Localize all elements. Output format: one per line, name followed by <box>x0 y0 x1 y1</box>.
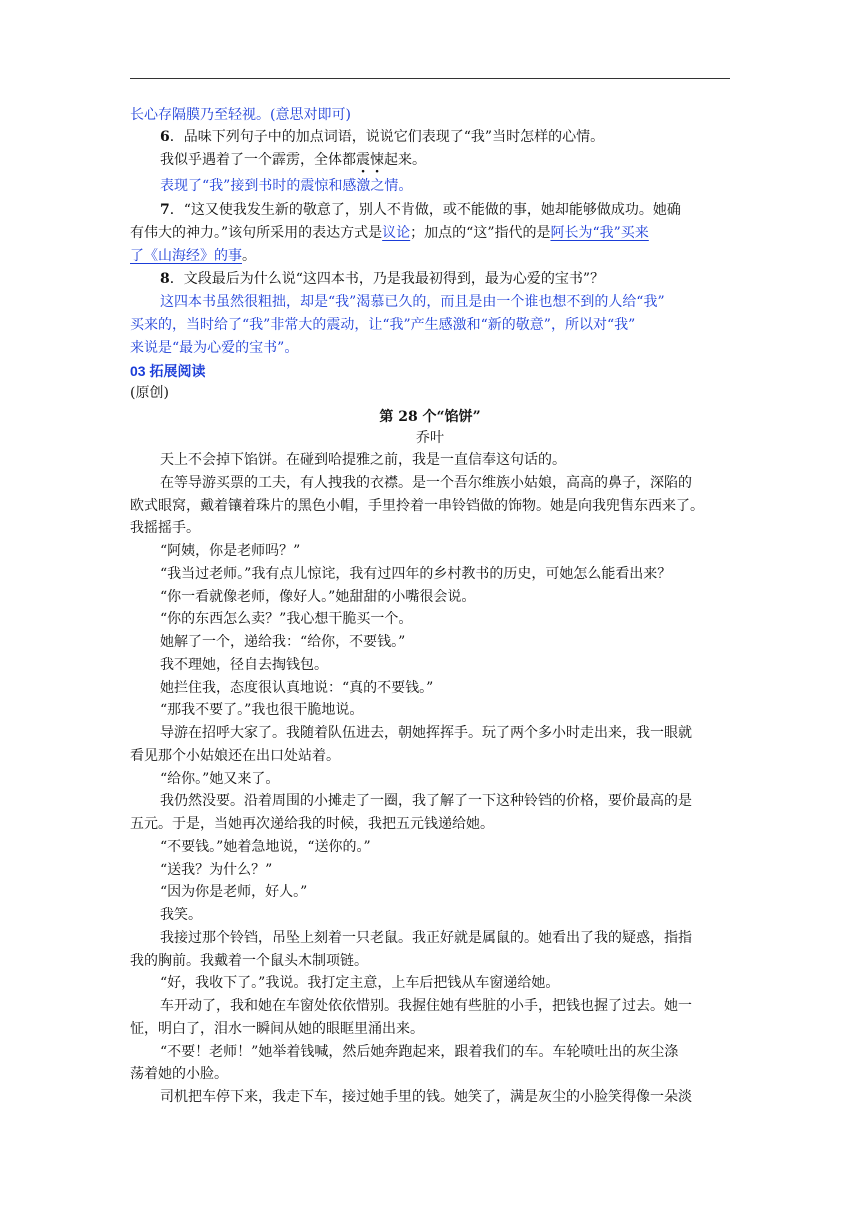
article-paragraph-line: “因为你是老师，好人。” <box>160 884 308 901</box>
sentence-pre: 我似乎遇着了一个霹雳，全体都 <box>160 152 356 168</box>
article-paragraph-line: 司机把车停下来，我走下车，接过她手里的钱。她笑了，满是灰尘的小脸笑得像一朵淡 <box>160 1089 692 1105</box>
article-paragraph-line: 在等导游买票的工夫，有人拽我的衣襟。是一个吾尔维族小姑娘，高高的鼻子，深陷的 <box>160 474 692 491</box>
article-paragraph-line: 看见那个小姑娘还在出口处站着。 <box>130 747 340 764</box>
q7-mid: ；加点的“这”指代的是 <box>410 225 551 241</box>
question-7-text: ．“这又使我发生新的敬意了，别人不肯做，或不能做的事，她却能够做成功。她确 <box>169 202 681 218</box>
section-source: (原创) <box>130 385 169 401</box>
article-paragraph-line: “你的东西怎么卖？”我心想干脆买一个。 <box>160 611 413 628</box>
article-paragraph-line: 我接过那个铃铛，吊坠上刻着一只老鼠。我正好就是属鼠的。她看出了我的疑惑，指指 <box>160 929 692 946</box>
article-paragraph-line: 五元。于是，当她再次递给我的时候，我把五元钱递给她。 <box>130 816 494 832</box>
article-author: 乔叶 <box>416 430 444 446</box>
article-paragraph-line: 我仍然没要。沿着周围的小摊走了一圈，我了解了一下这种铃铛的价格，要价最高的是 <box>160 793 692 810</box>
dotted-char-1: 震 <box>356 152 370 168</box>
question-6-text: ．品味下列句子中的加点词语，说说它们表现了“我”当时怎样的心情。 <box>169 129 605 145</box>
section-heading: 03 拓展阅读 <box>130 363 206 379</box>
answer-q8-line2: 买来的，当时给了“我”非常大的震动，让“我”产生感激和“新的敬意”，所以对“我” <box>130 317 636 333</box>
article-paragraph-line: 我摇摇手。 <box>130 520 200 537</box>
article-paragraph-line: 荡着她的小脸。 <box>130 1066 228 1083</box>
article-paragraph-line: 她解了一个，递给我：“给你，不要钱。” <box>160 634 406 650</box>
question-7-line1 <box>160 199 730 221</box>
article-paragraph-line: 我不理她，径自去掏钱包。 <box>160 656 328 673</box>
article-paragraph-line: “给你。”她又来了。 <box>160 770 280 787</box>
answer-q7-reference-b: 了《山海经》的事 <box>130 248 242 264</box>
article-paragraph-line: “不要！老师！”她举着钱喊，然后她奔跑起来，跟着我们的车。车轮喷吐出的灰尘涤 <box>160 1043 679 1060</box>
q7-pre: 有伟大的神力。”该句所采用的表达方式是 <box>130 225 383 241</box>
answer-q7-expression: 议论 <box>382 225 411 241</box>
article-paragraph-line: 我的胸前。我戴着一个鼠头木制项链。 <box>130 952 368 969</box>
article-paragraph-line: “不要钱。”她着急地说，“送你的。” <box>160 838 371 855</box>
answer-q6: 表现了“我”接到书时的震惊和感激之情。 <box>160 178 413 194</box>
article-paragraph-line: 天上不会掉下馅饼。在碰到哈提雅之前，我是一直信奉这句话的。 <box>160 452 566 468</box>
article-paragraph-line: 车开动了，我和她在车窗处依依惜别。我握住她有些脏的小手，把钱也握了过去。她一 <box>160 998 692 1014</box>
article-paragraph-line: 她拦住我，态度很认真地说：“真的不要钱。” <box>160 679 434 696</box>
dotted-char-2: 悚 <box>370 152 384 168</box>
article-paragraph-line: “我当过老师。”我有点儿惊诧，我有过四年的乡村教书的历史，可她怎么能看出来？ <box>160 565 672 582</box>
answer-q8-line3: 来说是“最为心爱的宝书”。 <box>130 340 299 356</box>
article-title: 第 28 个“馅饼” <box>379 409 481 425</box>
article-paragraph-line: 导游在招呼大家了。我随着队伍进去，朝她挥挥手。玩了两个多小时走出来，我一眼就 <box>160 725 692 741</box>
article-paragraph-line: 我笑。 <box>160 907 202 923</box>
question-7-number: 7 <box>160 202 170 218</box>
question-8-text: ．文段最后为什么说“这四本书，乃是我最初得到，最为心爱的宝书”？ <box>169 271 605 287</box>
article-paragraph-line: “阿姨，你是老师吗？” <box>160 543 301 559</box>
answer-q5-tail: 长心存隔膜乃至轻视。(意思对即可) <box>130 107 351 123</box>
header-rule <box>130 78 730 79</box>
article-paragraph-line: 怔，明白了，泪水一瞬间从她的眼眶里涌出来。 <box>130 1020 424 1037</box>
question-8 <box>160 268 730 290</box>
article-paragraph-line: “你一看就像老师，像好人。”她甜甜的小嘴很会说。 <box>160 588 476 605</box>
question-7-line2 <box>130 222 730 244</box>
article-paragraph-line: “好，我收下了。”我说。我打定主意，上车后把钱从车窗递给她。 <box>160 975 560 992</box>
answer-q7-reference-a: 阿长为“我”买来 <box>550 225 649 241</box>
article-paragraph-line: “送我？为什么？” <box>160 861 273 878</box>
question-6 <box>160 126 730 148</box>
question-6-sentence <box>160 149 730 171</box>
sentence-post: 起来。 <box>384 152 426 168</box>
question-6-number: 6 <box>160 129 170 145</box>
question-7-line3 <box>130 245 730 267</box>
article-paragraph-line: 欧式眼窝，戴着镶着珠片的黑色小帽，手里拎着一串铃铛做的饰物。她是向我兜售东西来了。 <box>130 497 704 514</box>
q7-end: 。 <box>242 248 256 264</box>
answer-q8-line1: 这四本书虽然很粗拙，却是“我”渴慕已久的，而且是由一个谁也想不到的人给“我” <box>160 294 665 310</box>
article-paragraph-line: “那我不要了。”我也很干脆地说。 <box>160 702 364 719</box>
question-8-number: 8 <box>160 271 170 287</box>
